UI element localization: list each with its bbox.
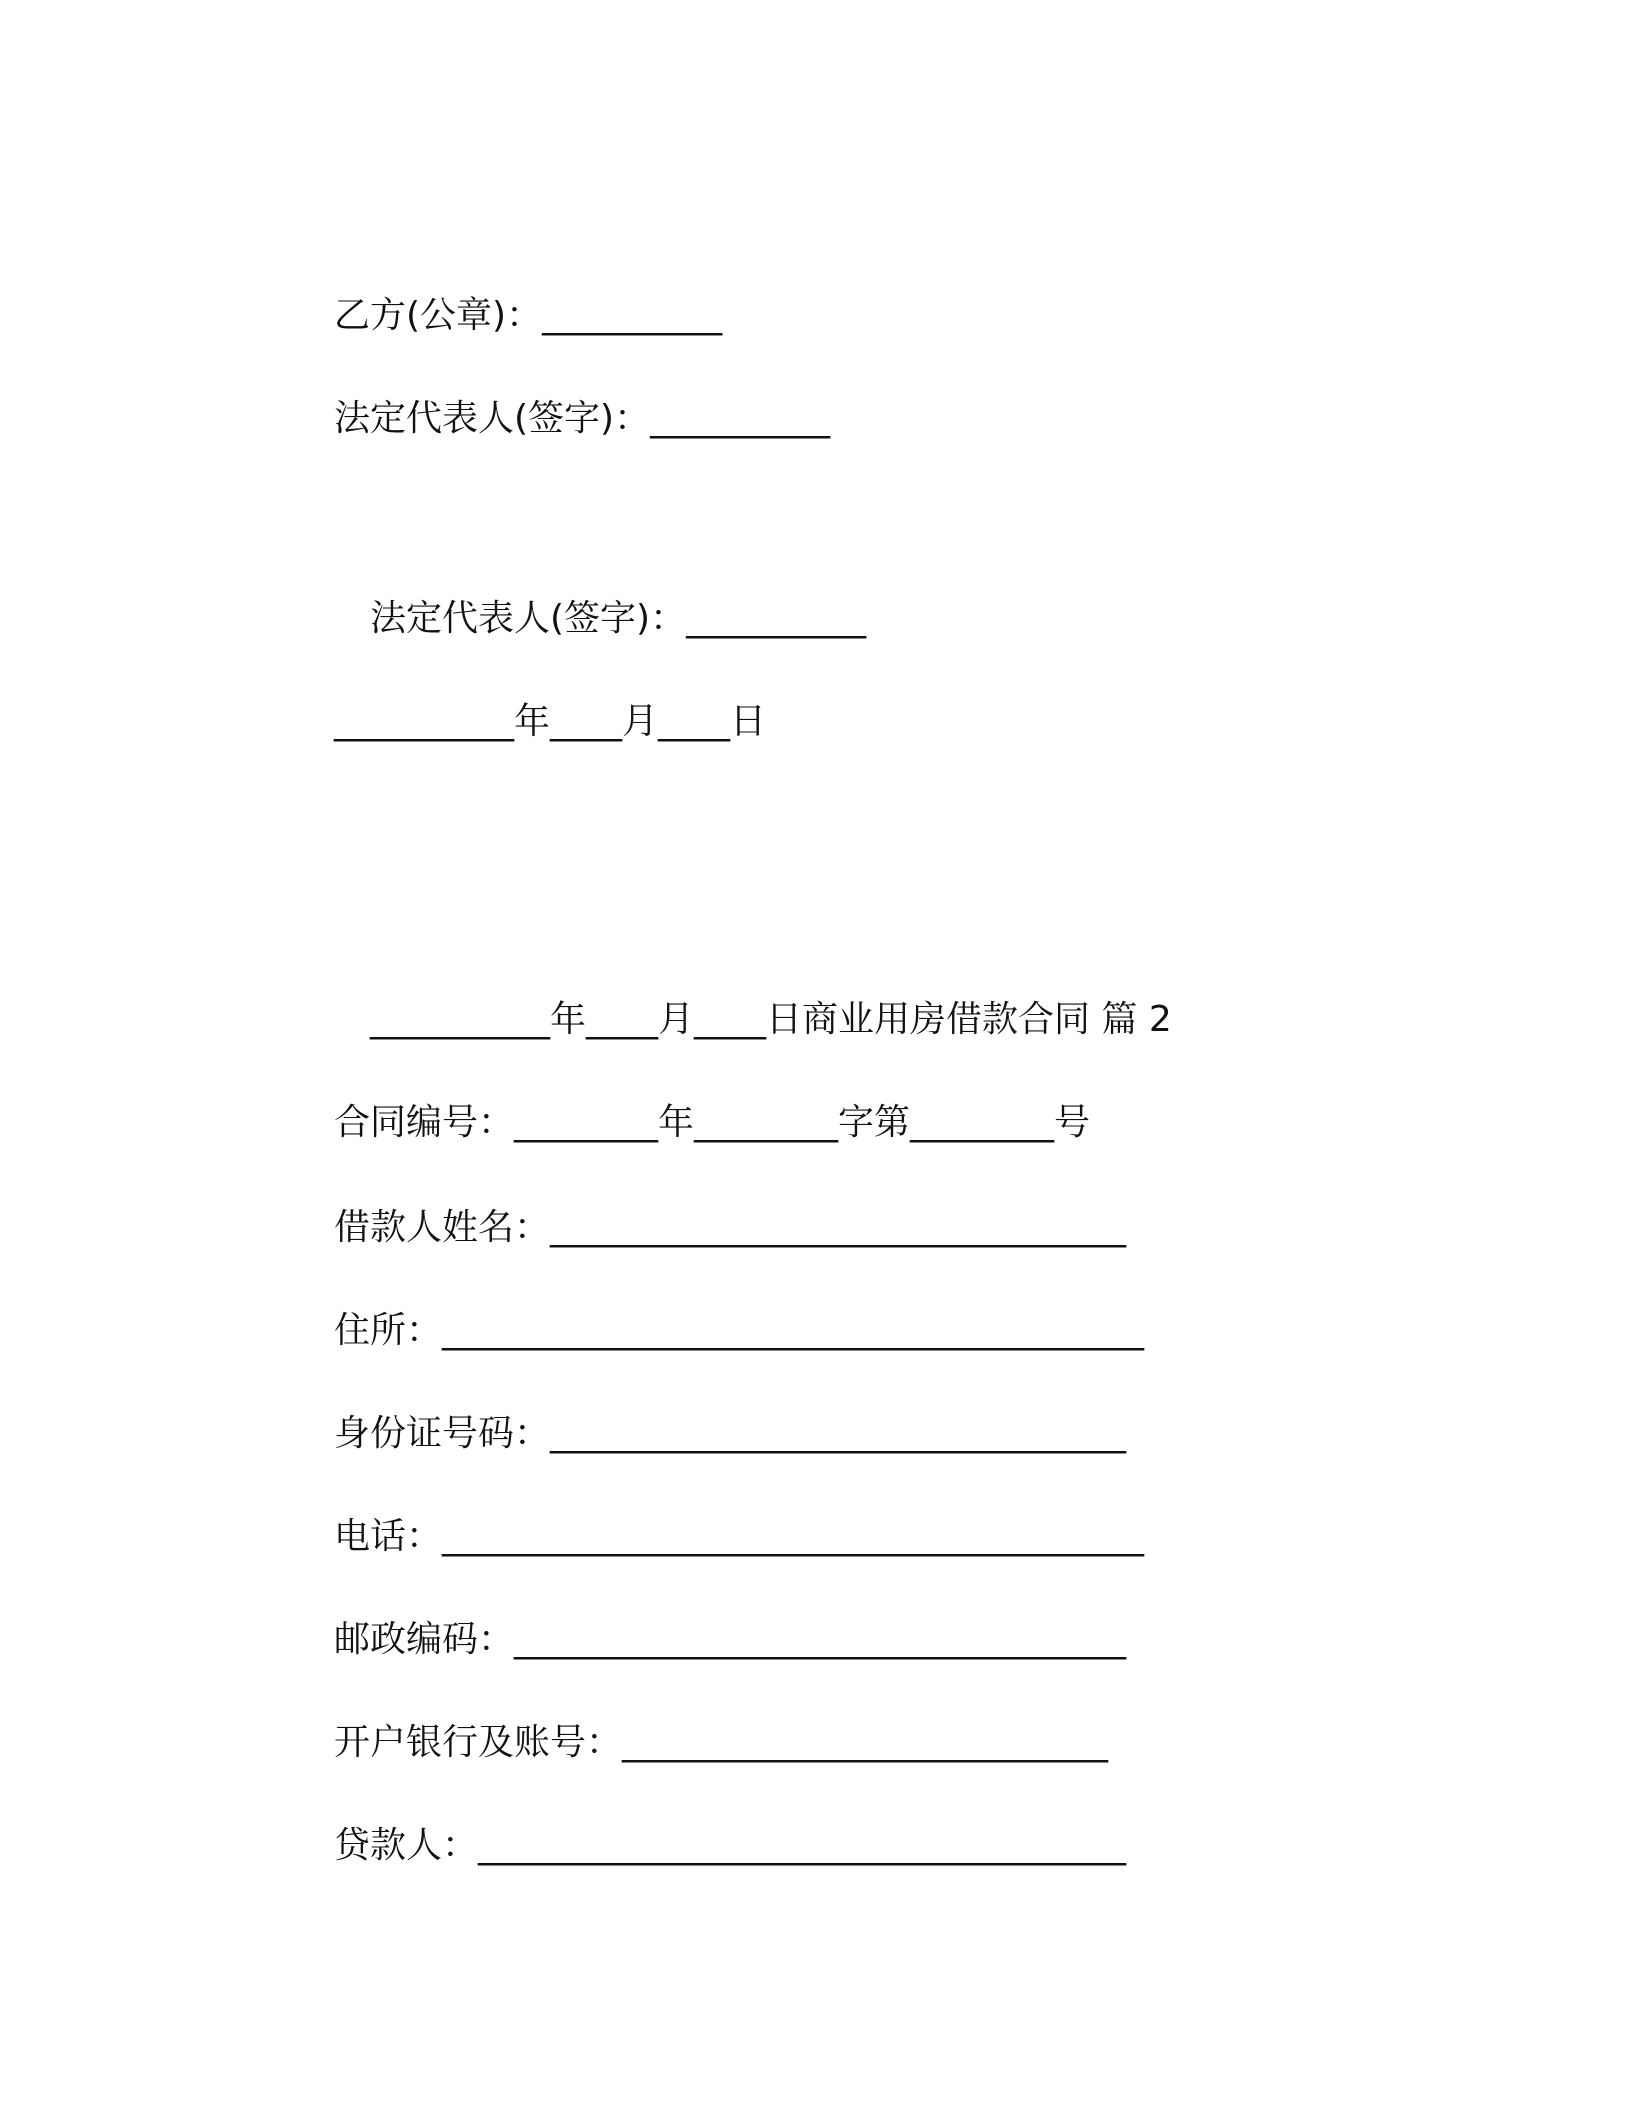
date-line: __________年____月____日 [334, 701, 766, 742]
party-b-seal-line: 乙方(公章)：__________ [334, 295, 723, 336]
contract-number-line: 合同编号：________年________字第________号 [334, 1102, 1091, 1143]
address-line: 住所：_______________________________________ [334, 1310, 1145, 1351]
phone-line: 电话：_______________________________________ [334, 1516, 1145, 1557]
legal-representative-signature-line-2: 法定代表人(签字)：__________ [334, 598, 867, 639]
postal-code-line: 邮政编码：__________________________________ [334, 1619, 1127, 1660]
borrower-name-line: 借款人姓名：________________________________ [334, 1207, 1127, 1248]
id-number-line: 身份证号码：________________________________ [334, 1413, 1127, 1454]
bank-account-line: 开户银行及账号：___________________________ [334, 1722, 1109, 1763]
contract-title-line: __________年____月____日商业用房借款合同 篇 2 [334, 999, 1172, 1040]
legal-representative-signature-line: 法定代表人(签字)：__________ [334, 398, 831, 439]
lender-line: 贷款人：____________________________________ [334, 1825, 1127, 1866]
